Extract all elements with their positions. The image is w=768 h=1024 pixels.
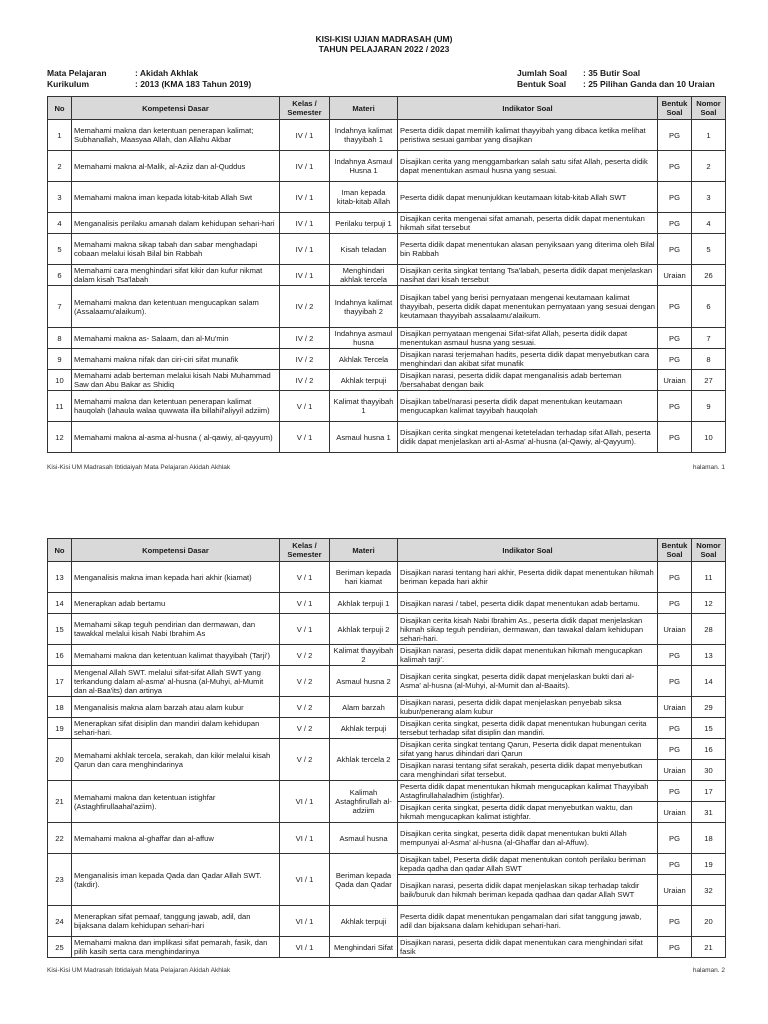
bentuk-soal: PG xyxy=(658,213,692,234)
kelas-semester: IV / 1 xyxy=(280,120,330,151)
kelas-semester: V / 1 xyxy=(280,562,330,593)
indikator-soal: Peserta didik dapat menentukan pengamalan dari sifat tanggung jawab, adil dan bijaksana dalam kehidupan sehari-hari. xyxy=(398,906,658,937)
materi: Kalimah Astaghfirullah al-adziim xyxy=(330,781,398,823)
kompetensi-dasar: Memahami akhlak tercela, serakah, dan kikir melalui kisah Qarun dan cara menghindarinya xyxy=(72,739,280,781)
row-number: 3 xyxy=(48,182,72,213)
materi: Perilaku terpuji 1 xyxy=(330,213,398,234)
materi: Akhlak tercela 2 xyxy=(330,739,398,781)
row-number: 2 xyxy=(48,151,72,182)
materi: Asmaul husna 1 xyxy=(330,422,398,453)
kelas-semester: V / 2 xyxy=(280,697,330,718)
table-row xyxy=(48,854,726,875)
kelas-semester: IV / 1 xyxy=(280,265,330,286)
indikator-soal: Disajikan narasi, peserta didik dapat menentukan cara menghindari sifat fasik xyxy=(398,937,658,958)
bentuk-soal: PG xyxy=(658,391,692,422)
row-number: 24 xyxy=(48,906,72,937)
kompetensi-dasar: Mengenal Allah SWT. melalui sifat-sifat Allah SWT yang terkandung dalam al-asma' al-husna (al-Muhyi, al-Mumit dan al-Baa'its) dan artinya xyxy=(72,666,280,697)
materi: Kalimat thayyibah 1 xyxy=(330,391,398,422)
kelas-semester: IV / 2 xyxy=(280,349,330,370)
bentuk-soal: PG xyxy=(658,645,692,666)
materi: Beriman kepada Qada dan Qadar xyxy=(330,854,398,906)
kompetensi-dasar: Menerapkan sifat pemaaf, tanggung jawab, adil, dan bijaksana dalam kehidupan sehari-hari xyxy=(72,906,280,937)
nomor-soal: 30 xyxy=(692,760,726,781)
document-meta xyxy=(47,68,722,90)
indikator-soal: Disajikan cerita kisah Nabi Ibrahim As., peserta didik dapat menjelaskan hikmah sikap teguh pendirian, dermawan, dan tawakal dalam kehidupan sehari-hari. xyxy=(398,614,658,645)
kompetensi-dasar: Menerapkan adab bertamu xyxy=(72,593,280,614)
indikator-soal: Disajikan tabel, Peserta didik dapat menentukan contoh perilaku beriman kepada qadha dan qadar Allah SWT xyxy=(398,854,658,875)
nomor-soal: 6 xyxy=(692,286,726,328)
row-number: 19 xyxy=(48,718,72,739)
table-row xyxy=(48,328,726,349)
kompetensi-dasar: Memahami sikap teguh pendirian dan dermawan, dan tawakkal melalui kisah Nabi Ibrahim As xyxy=(72,614,280,645)
bentuk-soal: PG xyxy=(658,562,692,593)
row-number: 25 xyxy=(48,937,72,958)
materi: Akhlak terpuji xyxy=(330,370,398,391)
indikator-soal: Peserta didik dapat memilih kalimat thayyibah yang dibaca ketika melihat peristiwa sesuai gambar yang disajikan xyxy=(398,120,658,151)
indikator-soal: Disajikan cerita singkat, peserta didik dapat menentukan hubungan cerita tersebut terhadap sifat disiplin dan mandiri. xyxy=(398,718,658,739)
materi: Menghindari akhlak tercela xyxy=(330,265,398,286)
column-header: Bentuk Soal xyxy=(658,97,692,120)
table-row xyxy=(48,718,726,739)
indikator-soal: Disajikan cerita singkat, peserta didik dapat menentukan bukti Allah mempunyai al-Asma' al-husna (al-Ghaffar dan al-Affuw). xyxy=(398,823,658,854)
indikator-soal: Disajikan narasi, peserta didik dapat menganalisis adab berteman /bersahabat dengan baik xyxy=(398,370,658,391)
bentuk-soal: PG xyxy=(658,854,692,875)
row-number: 16 xyxy=(48,645,72,666)
bentuk-soal: PG xyxy=(658,593,692,614)
bentuk-soal: Uraian xyxy=(658,760,692,781)
table-row xyxy=(48,182,726,213)
column-header: Materi xyxy=(330,97,398,120)
indikator-soal: Disajikan cerita singkat, peserta didik dapat menjelaskan bukti dari al-Asma' al-husna (al-Muhyi, al-Mumit dan al-Baaits). xyxy=(398,666,658,697)
bentuk-soal: PG xyxy=(658,349,692,370)
kelas-semester: IV / 2 xyxy=(280,370,330,391)
row-number: 9 xyxy=(48,349,72,370)
table-header-row xyxy=(48,97,726,120)
materi: Akhlak terpuji xyxy=(330,718,398,739)
indikator-soal: Peserta didik dapat menunjukkan keutamaan kitab-kitab Allah SWT xyxy=(398,182,658,213)
bentuk-soal: PG xyxy=(658,422,692,453)
row-number: 21 xyxy=(48,781,72,823)
bentuk-label: Bentuk Soal xyxy=(517,79,567,89)
indikator-soal: Disajikan narasi tentang sifat serakah, peserta didik dapat menyebutkan cara menghindari sifat tersebut. xyxy=(398,760,658,781)
indikator-soal: Disajikan cerita singkat tentang Qarun, Peserta didik dapat menentukan sifat yang harus dihindari dari Qarun xyxy=(398,739,658,760)
bentuk-soal: PG xyxy=(658,182,692,213)
bentuk-soal: PG xyxy=(658,151,692,182)
kompetensi-dasar: Memahami makna as- Salaam, dan al-Mu'min xyxy=(72,328,280,349)
nomor-soal: 15 xyxy=(692,718,726,739)
kelas-semester: IV / 1 xyxy=(280,213,330,234)
kelas-semester: IV / 1 xyxy=(280,234,330,265)
table-row xyxy=(48,265,726,286)
table-row xyxy=(48,234,726,265)
kelas-semester: V / 1 xyxy=(280,391,330,422)
column-header: No xyxy=(48,539,72,562)
kompetensi-dasar: Memahami makna dan ketentuan penerapan kalimat hauqolah (lahaula walaa quwwata illa billahil'aliyyil adziim) xyxy=(72,391,280,422)
indikator-soal: Disajikan cerita singkat, peserta didik dapat menyebutkan waktu, dan hikmah mengucapkan kalimat istighfar. xyxy=(398,802,658,823)
table-row xyxy=(48,562,726,593)
table-row xyxy=(48,823,726,854)
indikator-soal: Disajikan narasi / tabel, peserta didik dapat menentukan adab bertamu. xyxy=(398,593,658,614)
footer-text: Kisi-Kisi UM Madrasah Ibtidaiyah Mata Pelajaran Akidah Akhlak xyxy=(47,967,231,974)
kelas-semester: VI / 1 xyxy=(280,906,330,937)
kelas-semester: VI / 1 xyxy=(280,937,330,958)
kompetensi-dasar: Memahami makna al-ghaffar dan al-affuw xyxy=(72,823,280,854)
row-number: 12 xyxy=(48,422,72,453)
indikator-soal: Disajikan narasi, peserta didik dapat menjelaskan penyebab siksa kubur/penerang alam kubur xyxy=(398,697,658,718)
nomor-soal: 8 xyxy=(692,349,726,370)
column-header: Kompetensi Dasar xyxy=(72,539,280,562)
nomor-soal: 7 xyxy=(692,328,726,349)
table-row xyxy=(48,614,726,645)
row-number: 22 xyxy=(48,823,72,854)
page-footer xyxy=(47,464,725,471)
indikator-soal: Disajikan tabel yang berisi pernyataan mengenai keutamaan kalimat thayyibah, peserta didik dapat menentukan pernyataan yang sesuai dengan keutamaan thayyibah assalaamu'alaikum. xyxy=(398,286,658,328)
nomor-soal: 29 xyxy=(692,697,726,718)
table-row xyxy=(48,349,726,370)
row-number: 10 xyxy=(48,370,72,391)
materi: Kisah teladan xyxy=(330,234,398,265)
bentuk-soal: PG xyxy=(658,234,692,265)
column-header: Indikator Soal xyxy=(398,97,658,120)
bentuk-soal: PG xyxy=(658,666,692,697)
row-number: 6 xyxy=(48,265,72,286)
row-number: 11 xyxy=(48,391,72,422)
kelas-semester: IV / 2 xyxy=(280,286,330,328)
table-row xyxy=(48,645,726,666)
row-number: 14 xyxy=(48,593,72,614)
bentuk-soal: PG xyxy=(658,328,692,349)
nomor-soal: 2 xyxy=(692,151,726,182)
kompetensi-dasar: Memahami cara menghindari sifat kikir dan kufur nikmat dalam kisah Tsa'labah xyxy=(72,265,280,286)
column-header: Kelas / Semester xyxy=(280,539,330,562)
indikator-soal: Disajikan narasi tentang hari akhir, Peserta didik dapat menentukan hikmah beriman kepada hari akhir xyxy=(398,562,658,593)
table-row xyxy=(48,120,726,151)
kelas-semester: VI / 1 xyxy=(280,854,330,906)
materi: Indahnya kalimat thayyibah 2 xyxy=(330,286,398,328)
indikator-soal: Disajikan tabel/narasi peserta didik dapat menentukan keutamaan mengucapkan kalimat tayyibah hauqolah xyxy=(398,391,658,422)
table-row xyxy=(48,781,726,802)
table-row xyxy=(48,286,726,328)
kelas-semester: IV / 2 xyxy=(280,328,330,349)
nomor-soal: 11 xyxy=(692,562,726,593)
indikator-soal: Peserta didik dapat menentukan alasan penyiksaan yang diterima oleh Bilal bin Rabbah xyxy=(398,234,658,265)
nomor-soal: 31 xyxy=(692,802,726,823)
row-number: 17 xyxy=(48,666,72,697)
page-1 xyxy=(0,0,768,472)
materi: Menghindari Sifat xyxy=(330,937,398,958)
kompetensi-dasar: Memahami makna al-Malik, al-Aziiz dan al-Quddus xyxy=(72,151,280,182)
column-header: Indikator Soal xyxy=(398,539,658,562)
kisi-kisi-table-page-1 xyxy=(47,96,726,453)
row-number: 13 xyxy=(48,562,72,593)
indikator-soal: Disajikan cerita singkat tentang Tsa'labah, peserta didik dapat menjelaskan nasihat dari kisah tersebut xyxy=(398,265,658,286)
nomor-soal: 18 xyxy=(692,823,726,854)
kurikulum-label: Kurikulum xyxy=(47,79,90,89)
materi: Iman kepada kitab-kitab Allah xyxy=(330,182,398,213)
nomor-soal: 26 xyxy=(692,265,726,286)
page-footer xyxy=(47,967,725,974)
row-number: 23 xyxy=(48,854,72,906)
bentuk-soal: PG xyxy=(658,286,692,328)
kompetensi-dasar: Memahami makna dan ketentuan penerapan kalimat; Subhanallah, Maasyaa Allah, dan Allahu Akbar xyxy=(72,120,280,151)
kelas-semester: IV / 1 xyxy=(280,151,330,182)
nomor-soal: 13 xyxy=(692,645,726,666)
bentuk-soal: PG xyxy=(658,906,692,937)
kompetensi-dasar: Memahami makna dan ketentuan istighfar (Astaghfirullaahal'aziim). xyxy=(72,781,280,823)
materi: Alam barzah xyxy=(330,697,398,718)
kelas-semester: IV / 1 xyxy=(280,182,330,213)
materi: Indahnya asmaul husna xyxy=(330,328,398,349)
nomor-soal: 20 xyxy=(692,906,726,937)
table-row xyxy=(48,697,726,718)
document-title: KISI-KISI UJIAN MADRASAH (UM) xyxy=(315,34,453,44)
nomor-soal: 10 xyxy=(692,422,726,453)
indikator-soal: Disajikan narasi, peserta didik dapat menjelaskan sikap terhadap takdir baik/buruk dan hikmah beriman kepada qadhaa dan qadar Allah SWT xyxy=(398,875,658,906)
nomor-soal: 27 xyxy=(692,370,726,391)
mapel-label: Mata Pelajaran xyxy=(47,68,107,78)
indikator-soal: Disajikan narasi terjemahan hadits, peserta didik dapat menyebutkan cara menghindari dan akibat sifat munafik xyxy=(398,349,658,370)
kompetensi-dasar: Memahami makna nifak dan ciri-ciri sifat munafik xyxy=(72,349,280,370)
nomor-soal: 3 xyxy=(692,182,726,213)
table-row xyxy=(48,739,726,760)
kelas-semester: V / 1 xyxy=(280,422,330,453)
nomor-soal: 14 xyxy=(692,666,726,697)
kompetensi-dasar: Memahami makna dan ketentuan mengucapkan salam (Assalaamu'alaikum). xyxy=(72,286,280,328)
materi: Indahnya Asmaul Husna 1 xyxy=(330,151,398,182)
nomor-soal: 4 xyxy=(692,213,726,234)
column-header: Nomor Soal xyxy=(692,539,726,562)
row-number: 20 xyxy=(48,739,72,781)
footer-text: Kisi-Kisi UM Madrasah Ibtidaiyah Mata Pelajaran Akidah Akhlak xyxy=(47,464,231,471)
bentuk-soal: PG xyxy=(658,718,692,739)
bentuk-soal: Uraian xyxy=(658,265,692,286)
indikator-soal: Disajikan narasi, peserta didik dapat menentukan hikmah mengucapkan kalimah tarji'. xyxy=(398,645,658,666)
kompetensi-dasar: Memahami makna iman kepada kitab-kitab Allah Swt xyxy=(72,182,280,213)
column-header: Materi xyxy=(330,539,398,562)
kompetensi-dasar: Menerapkan sifat disiplin dan mandiri dalam kehidupan sehari-hari. xyxy=(72,718,280,739)
kompetensi-dasar: Memahami makna al-asma al-husna ( al-qawiy, al-qayyum) xyxy=(72,422,280,453)
row-number: 1 xyxy=(48,120,72,151)
materi: Indahnya kalimat thayyibah 1 xyxy=(330,120,398,151)
kelas-semester: V / 2 xyxy=(280,739,330,781)
materi: Akhlak terpuji 2 xyxy=(330,614,398,645)
page-number: halaman. 1 xyxy=(692,464,725,471)
bentuk-soal: Uraian xyxy=(658,802,692,823)
column-header: Kelas / Semester xyxy=(280,97,330,120)
row-number: 8 xyxy=(48,328,72,349)
bentuk-soal: PG xyxy=(658,781,692,802)
bentuk-soal: PG xyxy=(658,739,692,760)
indikator-soal: Disajikan cerita mengenai sifat amanah, peserta didik dapat menentukan hikmah sifat tersebut xyxy=(398,213,658,234)
kelas-semester: VI / 1 xyxy=(280,823,330,854)
kompetensi-dasar: Menganalisis iman kepada Qada dan Qadar Allah SWT. (takdir). xyxy=(72,854,280,906)
table-row xyxy=(48,906,726,937)
jumlah-value: : 35 Butir Soal xyxy=(583,68,641,78)
row-number: 15 xyxy=(48,614,72,645)
row-number: 5 xyxy=(48,234,72,265)
document-subtitle: TAHUN PELAJARAN 2022 / 2023 xyxy=(318,44,450,54)
column-header: Kompetensi Dasar xyxy=(72,97,280,120)
table-row xyxy=(48,370,726,391)
jumlah-label: Jumlah Soal xyxy=(517,68,568,78)
nomor-soal: 9 xyxy=(692,391,726,422)
nomor-soal: 19 xyxy=(692,854,726,875)
bentuk-soal: PG xyxy=(658,823,692,854)
bentuk-soal: Uraian xyxy=(658,697,692,718)
nomor-soal: 21 xyxy=(692,937,726,958)
row-number: 7 xyxy=(48,286,72,328)
column-header: Nomor Soal xyxy=(692,97,726,120)
nomor-soal: 32 xyxy=(692,875,726,906)
materi: Akhlak Tercela xyxy=(330,349,398,370)
table-row xyxy=(48,666,726,697)
table-row xyxy=(48,213,726,234)
kelas-semester: V / 1 xyxy=(280,593,330,614)
materi: Akhlak terpuji xyxy=(330,906,398,937)
indikator-soal: Disajikan cerita yang menggambarkan salah satu sifat Allah, peserta didik dapat menentukan asmaul husna yang sesuai. xyxy=(398,151,658,182)
nomor-soal: 12 xyxy=(692,593,726,614)
materi: Asmaul husna xyxy=(330,823,398,854)
indikator-soal: Peserta didik dapat menentukan hikmah mengucapkan kalimat Thayyibah Astagfirullahaladhim (istighfar). xyxy=(398,781,658,802)
nomor-soal: 28 xyxy=(692,614,726,645)
bentuk-soal: Uraian xyxy=(658,614,692,645)
page-2 xyxy=(0,536,768,1024)
materi: Kalimat thayyibah 2 xyxy=(330,645,398,666)
bentuk-value: : 25 Pilihan Ganda dan 10 Uraian xyxy=(583,79,715,89)
table-row xyxy=(48,151,726,182)
column-header: No xyxy=(48,97,72,120)
indikator-soal: Disajikan cerita singkat mengenai keteteladan terhadap sifat Allah, peserta didik dapat menjelaskan arti al-Asma' al-husna (al-Qawiy, al-Qayyum). xyxy=(398,422,658,453)
table-row xyxy=(48,593,726,614)
kompetensi-dasar: Menganalisis makna alam barzah atau alam kubur xyxy=(72,697,280,718)
table-row xyxy=(48,391,726,422)
column-header: Bentuk Soal xyxy=(658,539,692,562)
bentuk-soal: Uraian xyxy=(658,370,692,391)
row-number: 4 xyxy=(48,213,72,234)
bentuk-soal: Uraian xyxy=(658,875,692,906)
kompetensi-dasar: Menganalisis makna iman kepada hari akhir (kiamat) xyxy=(72,562,280,593)
kompetensi-dasar: Memahami makna dan implikasi sifat pemarah, fasik, dan pilih kasih serta cara menghindarinya xyxy=(72,937,280,958)
kompetensi-dasar: Memahami makna dan ketentuan kalimat thayyibah (Tarji') xyxy=(72,645,280,666)
kompetensi-dasar: Menganalisis perilaku amanah dalam kehidupan sehari-hari xyxy=(72,213,280,234)
nomor-soal: 1 xyxy=(692,120,726,151)
table-header-row xyxy=(48,539,726,562)
kelas-semester: V / 2 xyxy=(280,718,330,739)
table-row xyxy=(48,937,726,958)
materi: Beriman kepada hari kiamat xyxy=(330,562,398,593)
materi: Akhlak terpuji 1 xyxy=(330,593,398,614)
bentuk-soal: PG xyxy=(658,120,692,151)
kelas-semester: V / 1 xyxy=(280,614,330,645)
indikator-soal: Disajikan pernyataan mengenai Sifat-sifat Allah, peserta didik dapat menentukan asmaul husna yang sesuai. xyxy=(398,328,658,349)
kelas-semester: V / 2 xyxy=(280,645,330,666)
row-number: 18 xyxy=(48,697,72,718)
kompetensi-dasar: Memahami adab berteman melalui kisah Nabi Muhammad Saw dan Abu Bakar as Shidiq xyxy=(72,370,280,391)
kisi-kisi-table-page-2 xyxy=(47,538,726,958)
bentuk-soal: PG xyxy=(658,937,692,958)
page-number: halaman. 2 xyxy=(692,967,725,974)
nomor-soal: 17 xyxy=(692,781,726,802)
kompetensi-dasar: Memahami makna sikap tabah dan sabar menghadapi cobaan melalui kisah Bilal bin Rabbah xyxy=(72,234,280,265)
kelas-semester: V / 2 xyxy=(280,666,330,697)
kurikulum-value: : 2013 (KMA 183 Tahun 2019) xyxy=(135,79,252,89)
mapel-value: : Akidah Akhlak xyxy=(135,68,199,78)
materi: Asmaul husna 2 xyxy=(330,666,398,697)
table-row xyxy=(48,422,726,453)
nomor-soal: 16 xyxy=(692,739,726,760)
nomor-soal: 5 xyxy=(692,234,726,265)
kelas-semester: VI / 1 xyxy=(280,781,330,823)
